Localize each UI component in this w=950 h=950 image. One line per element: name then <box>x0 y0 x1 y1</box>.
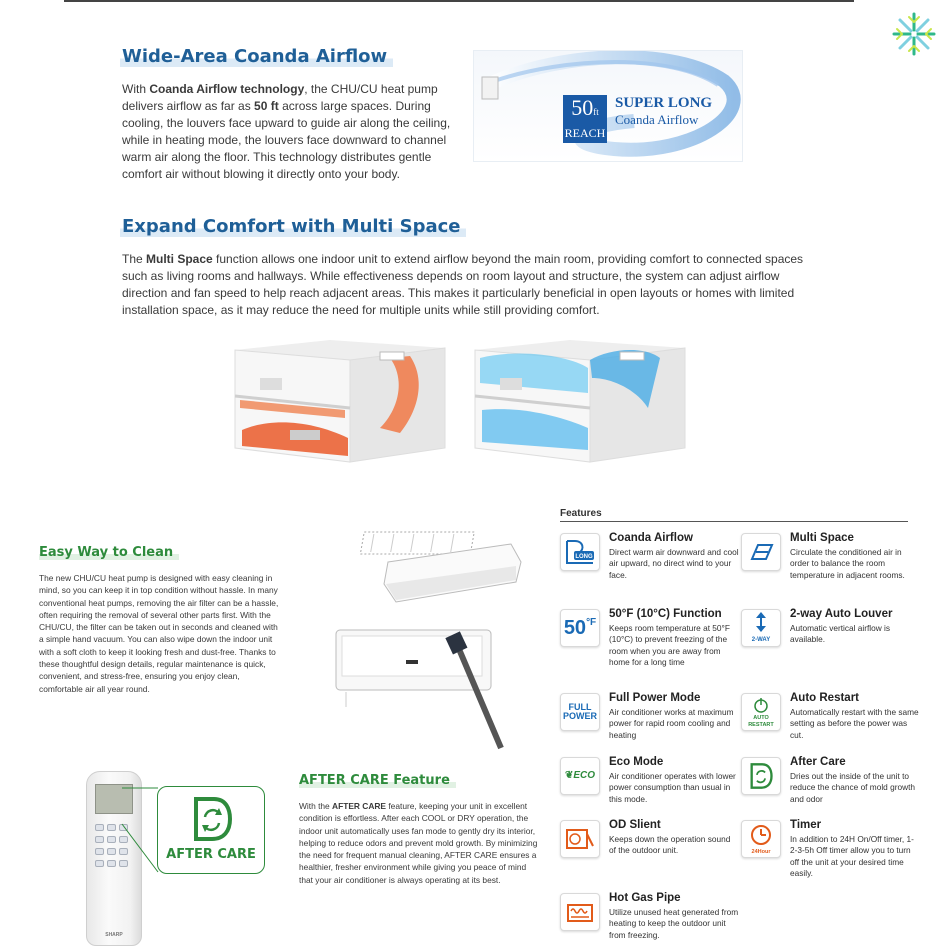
after-care-icon <box>741 757 781 795</box>
feature-item <box>560 533 740 593</box>
after-care-badge: AFTER CARE <box>157 786 265 874</box>
after-care-section-title: AFTER CARE Feature <box>299 773 456 788</box>
feature-description: Air conditioner works at maximum power for rapid room cooling and heating <box>609 707 734 740</box>
feature-description: In addition to 24H On/Off timer, 1-2-3-5h Off timer allow you to turn off the unit at your desired time easily. <box>790 834 914 878</box>
super-long-label: SUPER LONG <box>615 95 713 111</box>
callout-lines <box>120 780 160 880</box>
indoor-unit-cleaning-illustration <box>326 522 526 752</box>
coanda-section-title: Wide-Area Coanda Airflow <box>120 46 393 67</box>
feature-item <box>560 693 740 753</box>
od-silent-icon <box>560 820 600 858</box>
after-care-section-body: With the AFTER CARE feature, keeping your unit in excellent condition is effortless. After each COOL or DRY operation, the indoor unit automatically uses fan mode to gently dry its interior, helping to reduce odors and prevent mold growth. By minimizing the need for frequent manual cleaning, AFTER CARE ensures a healthier, fresher environment while giving you peace of mind that your air conditioner is always operating at its best. <box>299 801 538 885</box>
top-divider <box>64 0 854 2</box>
coanda-airflow-image <box>473 50 743 162</box>
timer-icon <box>741 820 781 858</box>
feature-item <box>560 757 740 817</box>
multi-space-icon <box>741 533 781 571</box>
feature-description: Dries out the inside of the unit to reduce the chance of mold growth and odor <box>790 771 915 804</box>
feature-description: Utilize unused heat generated from heating to keep the outdoor unit from freezing. <box>609 907 739 940</box>
feature-description: Air conditioner operates with lower power consumption than usual in this mode. <box>609 771 736 804</box>
feature-item <box>560 609 740 669</box>
multi-space-section-title: Expand Comfort with Multi Space <box>120 216 466 237</box>
full-power-icon: FULL POWER <box>560 693 600 731</box>
feature-item <box>741 609 921 669</box>
feature-item <box>560 820 740 880</box>
feature-item <box>741 693 921 753</box>
easy-clean-section-title: Easy Way to Clean <box>39 545 179 560</box>
svg-text:2-WAY: 2-WAY <box>751 637 771 643</box>
svg-text:LONG: LONG <box>575 554 593 560</box>
feature-title: After Care <box>790 756 846 768</box>
feature-title: OD Slient <box>609 819 661 831</box>
feature-title: Auto Restart <box>790 692 860 704</box>
feature-title: Timer <box>790 819 822 831</box>
feature-title: Hot Gas Pipe <box>609 892 681 904</box>
feature-description: Direct warm air downward and cool air upward, no direct wind to your face. <box>609 547 739 580</box>
50ft-reach-badge: 50ft REACH <box>563 95 607 143</box>
feature-title: Coanda Airflow <box>609 532 693 544</box>
feature-description: Automatic vertical airflow is available. <box>790 623 891 645</box>
features-divider <box>560 521 908 522</box>
eco-icon: ❦ECO <box>560 757 600 795</box>
hot-gas-pipe-icon <box>560 893 600 931</box>
feature-title: Multi Space <box>790 532 854 544</box>
feature-item <box>560 893 740 950</box>
coanda-long-icon <box>560 533 600 571</box>
auto-restart-icon <box>741 693 781 731</box>
easy-clean-section-body: The new CHU/CU heat pump is designed with easy cleaning in mind, so you can keep it in top condition without hassle. In many conventional heat pumps, removing the air filter can be a hassle, often requiring the removal of several other parts first. With the CHU/CU, the filter can be taken out in seconds and cleaned with a simple hand vacuum. You can also wipe down the indoor unit with a soft cloth to keep it looking fresh and dust-free. Thanks to these thoughtful design details, regular maintenance is quick, convenient, and stress-free, ensuring you enjoy clean, comfortable air all year round. <box>39 573 279 694</box>
50f-icon: $50^{^\circ F}$ <box>560 609 600 647</box>
feature-title: Full Power Mode <box>609 692 701 704</box>
feature-description: Keeps down the operation sound of the outdoor unit. <box>609 834 731 856</box>
feature-description: Circulate the conditioned air in order to balance the room temperature in adjacent rooms. <box>790 547 905 580</box>
coanda-airflow-label: Coanda Airflow <box>615 112 699 127</box>
feature-item <box>741 757 921 817</box>
svg-text:24Hour: 24Hour <box>751 849 771 855</box>
coanda-section-body: With Coanda Airflow technology, the CHU/CU heat pump delivers airflow as far as 50 ft across large spaces. During cooling, the louvers face upward to guide air along the ceiling, while in heating mode, the louvers face downward to channel warm air along the floor. This technology distributes gentle comfort air without blowing it directly onto your body. <box>122 82 451 181</box>
feature-description: Automatically restart with the same setting as before the power was cut. <box>790 707 919 740</box>
svg-text:AUTO: AUTO <box>753 715 769 721</box>
feature-title: 50°F (10°C) Function <box>609 608 722 620</box>
feature-title: Eco Mode <box>609 756 664 768</box>
after-care-icon <box>190 795 234 843</box>
svg-text:RESTART: RESTART <box>748 722 774 728</box>
feature-item <box>741 820 921 880</box>
remote-brand-label: SHARP <box>105 932 123 938</box>
multi-space-section-body: The Multi Space function allows one indoor unit to extend airflow beyond the main room, providing comfort to connected spaces such as living rooms and hallways. While effectiveness depends on room layout and structure, the system can adjust airflow direction and fan speed to help reach adjacent areas. This makes it particularly beneficial in open layouts or homes with limited installation space, as it may reduce the need for multiple units while still providing comfort. <box>122 252 804 317</box>
snowflake-logo-icon <box>890 10 938 58</box>
feature-item <box>741 533 921 593</box>
two-way-louver-icon <box>741 609 781 647</box>
features-heading: Features <box>560 508 602 519</box>
feature-title: 2-way Auto Louver <box>790 608 893 620</box>
cooling-room-illustration <box>470 338 688 468</box>
feature-description: Keeps room temperature at 50°F (10°C) to prevent freezing of the room when you are away from home for a long time <box>609 623 730 667</box>
heating-room-illustration <box>230 338 448 468</box>
